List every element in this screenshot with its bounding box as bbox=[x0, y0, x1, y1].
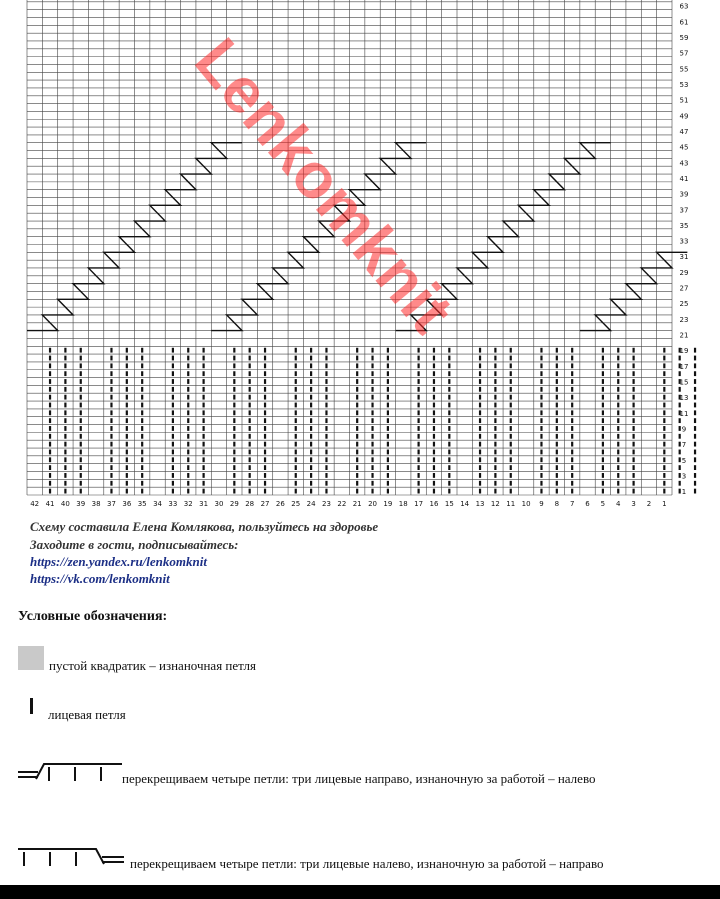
column-label: 25 bbox=[291, 500, 301, 508]
row-label: 15 bbox=[679, 378, 689, 387]
row-label: 39 bbox=[679, 190, 689, 199]
legend-text-purl: пустой квадратик – изнаночная петля bbox=[49, 658, 256, 673]
column-label: 18 bbox=[398, 500, 408, 508]
column-label: 16 bbox=[429, 500, 439, 508]
row-labels bbox=[680, 3, 689, 496]
column-label: 40 bbox=[60, 500, 70, 508]
column-label: 29 bbox=[229, 500, 239, 508]
row-label: 59 bbox=[679, 34, 689, 43]
column-label: 28 bbox=[245, 500, 255, 508]
row-label: 55 bbox=[679, 65, 689, 74]
column-label: 27 bbox=[260, 500, 270, 508]
bottom-bar bbox=[0, 885, 720, 899]
row-label: 17 bbox=[679, 362, 689, 371]
row-label: 27 bbox=[679, 284, 689, 293]
column-label: 36 bbox=[122, 500, 132, 508]
row-label: 63 bbox=[679, 2, 689, 11]
column-label: 13 bbox=[475, 500, 485, 508]
column-label: 10 bbox=[521, 500, 531, 508]
row-label: 9 bbox=[681, 425, 687, 434]
column-label: 3 bbox=[631, 500, 636, 508]
row-label: 3 bbox=[681, 472, 687, 481]
column-label: 12 bbox=[490, 500, 500, 508]
column-label: 34 bbox=[153, 500, 162, 508]
row-label: 35 bbox=[679, 221, 689, 230]
column-label: 32 bbox=[183, 500, 193, 508]
purl-square-icon bbox=[18, 646, 44, 670]
row-label: 25 bbox=[679, 300, 689, 309]
column-label: 42 bbox=[30, 500, 40, 508]
column-label: 26 bbox=[275, 500, 285, 508]
row-label: 41 bbox=[679, 174, 689, 183]
column-label: 17 bbox=[414, 500, 424, 508]
column-label: 5 bbox=[600, 500, 606, 508]
column-labels bbox=[30, 500, 666, 508]
row-label: 11 bbox=[679, 409, 689, 418]
column-label: 9 bbox=[539, 500, 544, 508]
column-label: 35 bbox=[137, 500, 147, 508]
column-label: 31 bbox=[199, 500, 209, 508]
column-label: 4 bbox=[616, 500, 621, 508]
row-label: 23 bbox=[679, 315, 689, 324]
row-label: 13 bbox=[679, 394, 689, 403]
row-label: 47 bbox=[679, 127, 689, 136]
column-label: 20 bbox=[368, 500, 377, 508]
column-label: 8 bbox=[554, 500, 560, 508]
column-label: 24 bbox=[306, 500, 316, 508]
legend-item-cross-left bbox=[18, 853, 702, 874]
row-label: 49 bbox=[679, 112, 689, 121]
row-label: 51 bbox=[679, 96, 689, 105]
row-label: 61 bbox=[679, 18, 689, 27]
row-label: 31 bbox=[679, 253, 689, 262]
column-label: 14 bbox=[460, 500, 470, 508]
row-label: 7 bbox=[681, 441, 687, 450]
row-label: 19 bbox=[679, 347, 689, 356]
row-label: 45 bbox=[679, 143, 689, 152]
column-label: 33 bbox=[168, 500, 178, 508]
column-label: 19 bbox=[383, 500, 393, 508]
link-zen[interactable]: https://zen.yandex.ru/lenkomknit bbox=[30, 554, 207, 569]
row-label: 21 bbox=[679, 331, 689, 340]
credit-invite: Заходите в гости, подписывайтесь: bbox=[30, 537, 239, 552]
column-label: 37 bbox=[107, 500, 116, 508]
column-label: 22 bbox=[337, 500, 347, 508]
row-label: 5 bbox=[681, 456, 687, 465]
watermark: Lenkomknit bbox=[181, 24, 468, 347]
column-label: 23 bbox=[322, 500, 331, 508]
column-label: 2 bbox=[646, 500, 652, 508]
column-label: 6 bbox=[585, 500, 590, 508]
row-label: 1 bbox=[681, 488, 687, 497]
legend-text-knit: лицевая петля bbox=[48, 707, 126, 722]
row-label: 53 bbox=[679, 81, 689, 90]
column-label: 30 bbox=[214, 500, 224, 508]
column-label: 11 bbox=[506, 500, 516, 508]
row-label: 43 bbox=[679, 159, 689, 168]
legend-text-cross-left: перекрещиваем четыре петли: три лицевые налево, изнаночную за работой – направо bbox=[130, 856, 604, 871]
column-label: 39 bbox=[76, 500, 86, 508]
column-label: 1 bbox=[662, 500, 667, 508]
legend-item-cross-right bbox=[18, 768, 702, 789]
column-label: 21 bbox=[352, 500, 362, 508]
row-label: 29 bbox=[679, 268, 689, 277]
column-label: 41 bbox=[45, 500, 55, 508]
row-label: 57 bbox=[679, 49, 689, 58]
row-label: 37 bbox=[679, 206, 689, 215]
legend-text-cross-right: перекрещиваем четыре петли: три лицевые направо, изнаночную за работой – налево bbox=[122, 771, 596, 786]
column-label: 38 bbox=[91, 500, 101, 508]
link-vk[interactable]: https://vk.com/lenkomknit bbox=[30, 571, 170, 586]
column-label: 7 bbox=[569, 500, 575, 508]
row-label: 33 bbox=[679, 237, 689, 246]
legend-title: Условные обозначения: bbox=[18, 609, 168, 624]
credit-author: Схему составила Елена Комлякова, пользуйтесь на здоровье bbox=[30, 519, 379, 534]
column-label: 15 bbox=[444, 500, 454, 508]
knit-stitch-icon bbox=[30, 698, 33, 714]
